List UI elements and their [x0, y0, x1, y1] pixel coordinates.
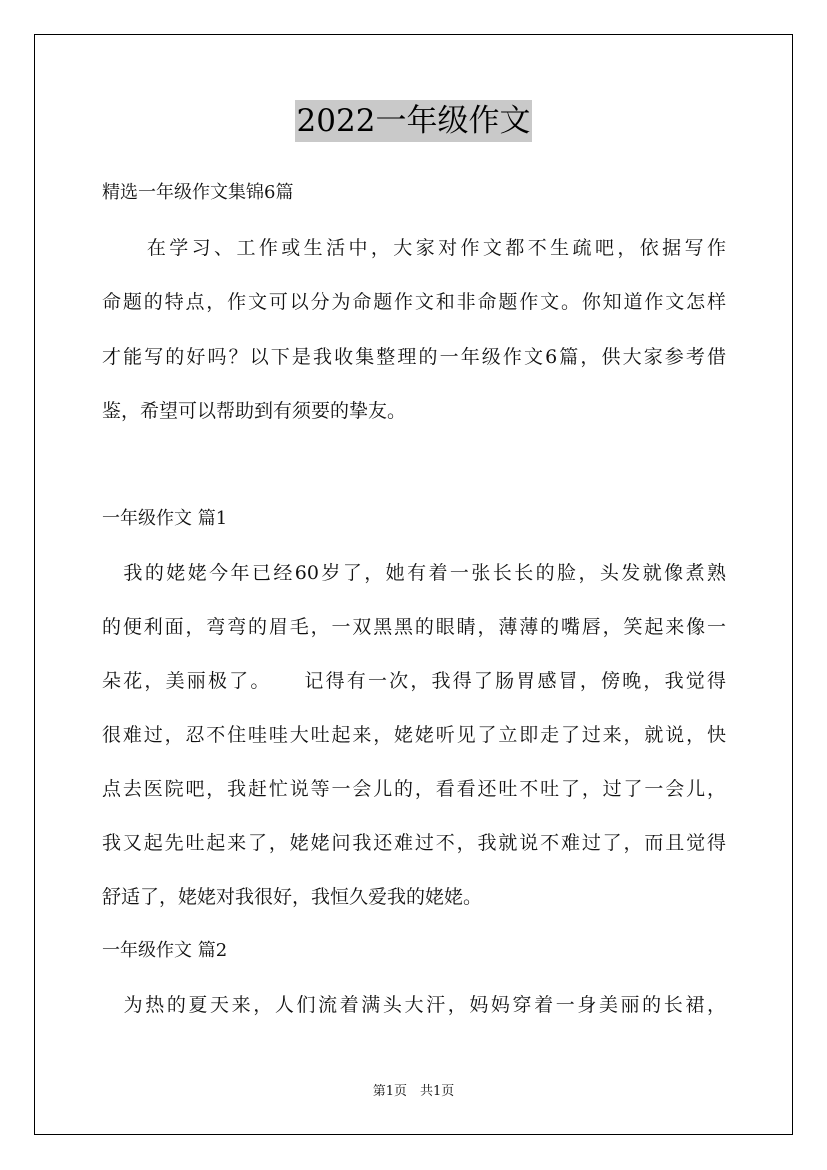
section-1-line-7: 舒适了，姥姥对我很好，我恒久爱我的姥姥。 [102, 886, 483, 908]
section-2-line-1: 为热的夏天来，人们流着满头大汗，妈妈穿着一身美丽的长裙， [102, 994, 726, 1016]
section-1-line-1: 我的姥姥今年已经60岁了，她有着一张长长的脸，头发就像煮熟 [102, 562, 726, 584]
section-1-line-6: 我又起先吐起来了，姥姥问我还难过不，我就说不难过了，而且觉得 [102, 832, 726, 854]
section-1-heading: 一年级作文 篇1 [102, 508, 228, 529]
intro-line-3: 才能写的好吗？以下是我收集整理的一年级作文6篇，供大家参考借 [102, 346, 726, 368]
section-1-line-3: 朵花，美丽极了。 记得有一次，我得了肠胃感冒，傍晚，我觉得 [102, 670, 726, 692]
title-container [0, 100, 827, 142]
section-2-heading: 一年级作文 篇2 [102, 940, 228, 961]
section-1-line-4: 很难过，忍不住哇哇大吐起来，姥姥听见了立即走了过来，就说，快 [102, 724, 726, 746]
page-footer: 第1页 共1页 [372, 1084, 455, 1099]
section-1-line-2: 的便利面，弯弯的眉毛，一双黑黑的眼睛，薄薄的嘴唇，笑起来像一 [102, 616, 726, 638]
intro-line-4: 鉴，希望可以帮助到有须要的挚友。 [102, 400, 407, 422]
intro-line-1: 在学习、工作或生活中，大家对作文都不生疏吧，依据写作 [102, 237, 726, 259]
section-1-line-5: 点去医院吧，我赶忙说等一会儿的，看看还吐不吐了，过了一会儿， [102, 778, 726, 800]
document-subtitle: 精选一年级作文集锦6篇 [102, 182, 294, 203]
document-title: 2022一年级作文 [295, 100, 533, 142]
intro-line-2: 命题的特点，作文可以分为命题作文和非命题作文。你知道作文怎样 [102, 291, 726, 313]
